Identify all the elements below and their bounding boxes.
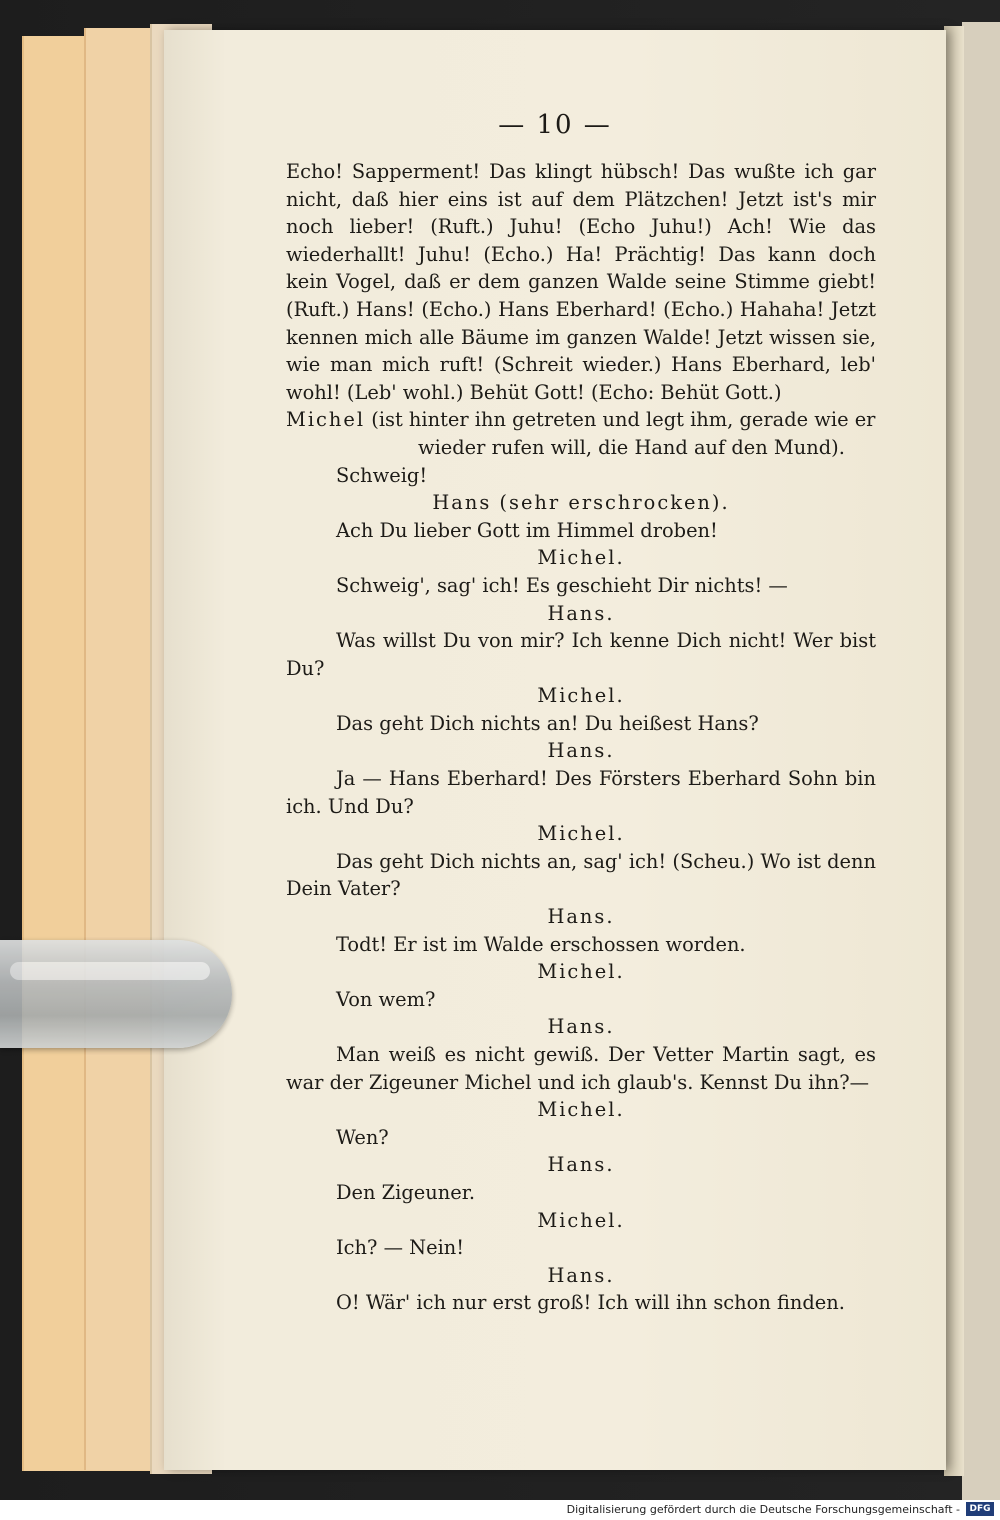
text-paragraph: Das geht Dich nichts an! Du heißest Hans? <box>336 711 759 735</box>
text-paragraph: Echo! Sapperment! Das klingt hübsch! Das wußte ich gar nicht, daß hier eins ist auf dem Plätzchen! Jetzt ist's mir noch lieber! (Ruft.) Juhu! (Echo Juhu!) Ach! Wie das wiederhallt! Juhu! (Echo.) Ha! Prächtig! Das kann doch kein Vogel, daß er dem ganzen Walde seine Stimme giebt! (Ruft.) Hans! (Echo.) Hans Eberhard! (Echo.) Hahaha! Jetzt kennen mich alle Bäume im ganzen Walde! Jetzt wissen sie, wie man mich ruft! (Schreit wieder.) Hans Eberhard, leb' wohl! (Leb' wohl.) Behüt Gott! (Echo: Behüt Gott.) <box>286 160 876 404</box>
speaker-label: Hans (sehr erschrocken). <box>432 491 730 515</box>
text-paragraph: Todt! Er ist im Walde erschossen worden. <box>336 932 746 956</box>
page-holder-tool <box>0 940 232 1048</box>
speaker-label: Hans. <box>547 1263 615 1287</box>
speaker-label: Michel. <box>537 684 625 708</box>
speaker-label: Hans. <box>547 1153 615 1177</box>
speaker-label: Hans. <box>547 601 615 625</box>
dfg-logo: DFG <box>966 1502 994 1516</box>
text-paragraph: Den Zigeuner. <box>336 1180 475 1204</box>
speaker-label: Michel. <box>537 1098 625 1122</box>
speaker-label: Michel <box>286 408 366 432</box>
text-paragraph: O! Wär' ich nur erst groß! Ich will ihn schon finden. <box>336 1291 845 1315</box>
text-paragraph: Schweig', sag' ich! Es geschieht Dir nichts! — <box>336 573 788 597</box>
tool-highlight <box>10 962 210 980</box>
speaker-label: Hans. <box>547 739 615 763</box>
text-paragraph: Was willst Du von mir? Ich kenne Dich nicht! Wer bist Du? <box>286 629 876 680</box>
book-spine-edge <box>962 22 1000 1500</box>
text-paragraph: Das geht Dich nichts an, sag' ich! (Scheu.) Wo ist denn Dein Vater? <box>286 849 876 901</box>
text-paragraph <box>286 406 876 461</box>
text-paragraph: Wen? <box>336 1125 389 1149</box>
speaker-label: Hans. <box>547 1015 615 1039</box>
text-paragraph: Ja — Hans Eberhard! Des Försters Eberhard Sohn bin ich. Und Du? <box>286 767 876 818</box>
speaker-label: Michel. <box>537 546 625 570</box>
book-page <box>164 30 946 1470</box>
text-paragraph: Schweig! <box>336 463 428 487</box>
speaker-label: Michel. <box>537 960 625 984</box>
speaker-label: Michel. <box>537 1208 625 1232</box>
speaker-label: Hans. <box>547 905 615 929</box>
footer-bar <box>0 1500 1000 1520</box>
stage-direction: (ist hinter ihn getreten und legt ihm, gerade wie er wieder rufen will, die Hand auf den Mund). <box>365 408 876 459</box>
text-paragraph: Ach Du lieber Gott im Himmel droben! <box>336 518 718 542</box>
footer-credit: Digitalisierung gefördert durch die Deutsche Forschungsgemeinschaft - <box>566 1503 960 1516</box>
text-paragraph: Von wem? <box>336 987 436 1011</box>
page-gutter <box>944 26 964 1476</box>
text-paragraph: Man weiß es nicht gewiß. Der Vetter Martin sagt, es war der Zigeuner Michel und ich glaub's. Kennst Du ihn?— <box>286 1043 876 1094</box>
text-paragraph: Ich? — Nein! <box>336 1236 465 1260</box>
page-text <box>286 158 876 1317</box>
page-number: — 10 — <box>498 110 612 140</box>
speaker-label: Michel. <box>537 822 625 846</box>
